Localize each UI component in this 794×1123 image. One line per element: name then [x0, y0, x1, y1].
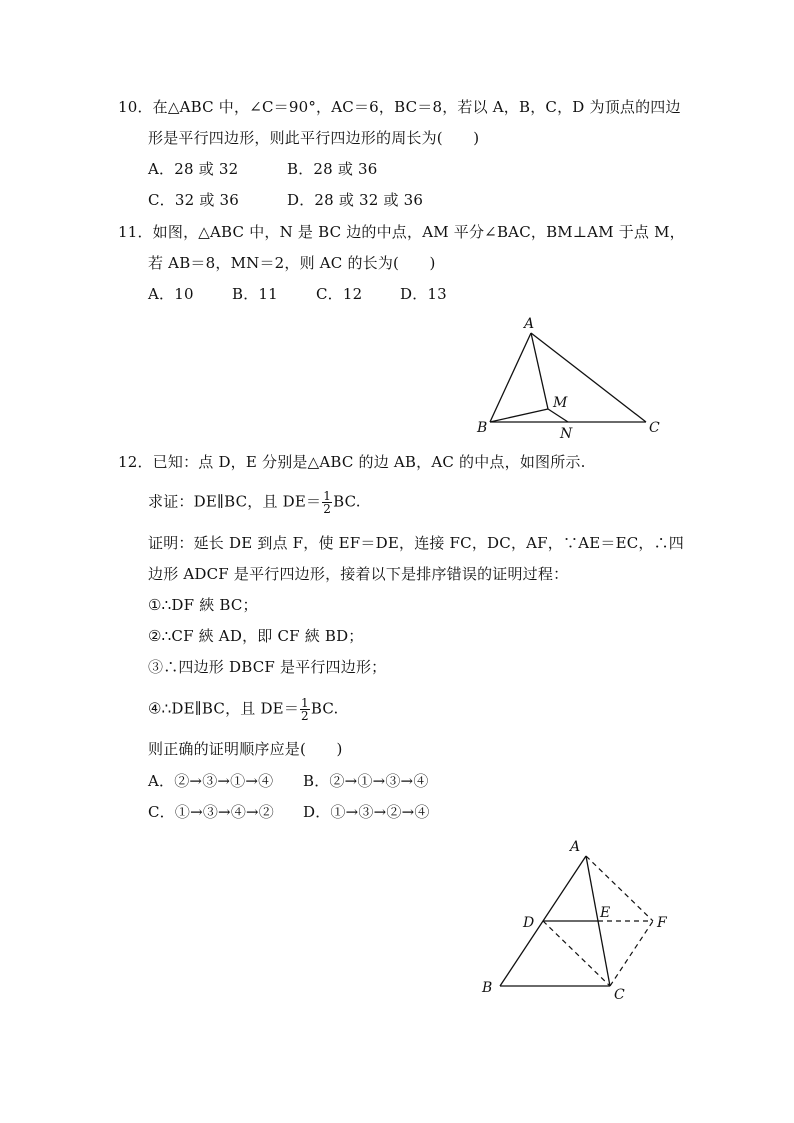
- q12-segment-dc: [543, 921, 610, 986]
- q11-label-c: C: [649, 420, 660, 436]
- q12-label-f: F: [657, 915, 667, 931]
- q11-option-c: C．12: [316, 285, 363, 303]
- fraction-denominator: 2: [301, 709, 309, 723]
- q11-option-a: A．10: [148, 285, 194, 303]
- q12-step4-prefix: ④∴DE∥BC，且 DE＝: [148, 699, 300, 718]
- q12-step4: [148, 697, 339, 722]
- q12-prove-fraction: [322, 490, 332, 515]
- q10-option-a: A．28 或 32: [148, 160, 239, 178]
- fraction-numerator: 1: [301, 696, 309, 710]
- q12-prove-prefix: 求证：DE∥BC，且 DE＝: [148, 492, 322, 511]
- q11-stem-line2: 若 AB＝8，MN＝2，则 AC 的长为( ): [148, 254, 436, 272]
- q12-step2: ②∴CF 綊 AD，即 CF 綊 BD；: [148, 627, 364, 645]
- q12-label-d: D: [523, 915, 535, 931]
- q12-option-a: A．②→③→①→④: [148, 772, 274, 790]
- q11-option-d: D．13: [400, 285, 447, 303]
- q12-segment-af: [586, 856, 653, 921]
- q11-stem-line1: 11．如图，△ABC 中，N 是 BC 边的中点，AM 平分∠BAC，BM⊥AM 于点 M，: [118, 223, 685, 241]
- fraction-numerator: 1: [323, 489, 332, 503]
- q12-step3: ③∴四边形 DBCF 是平行四边形；: [148, 658, 387, 676]
- q12-step1: ①∴DF 綊 BC；: [148, 596, 258, 614]
- q11-segment-ac: [531, 333, 646, 422]
- q12-option-d: D．①→③→②→④: [303, 803, 430, 821]
- q12-step4-suffix: BC.: [310, 699, 339, 718]
- q10-option-c: C．32 或 36: [148, 191, 239, 209]
- q10-stem-line1: 10．在△ABC 中，∠C＝90°，AC＝6，BC＝8，若以 A，B，C，D 为顶点的四边: [118, 98, 681, 116]
- q12-option-b: B．②→①→③→④: [303, 772, 429, 790]
- fraction-denominator: 2: [323, 502, 332, 516]
- q12-prove-statement: [148, 490, 361, 515]
- q11-segment-mn: [548, 409, 568, 422]
- q12-step4-fraction: [300, 697, 310, 722]
- q12-proof-line1: 证明：延长 DE 到点 F，使 EF＝DE，连接 FC，DC，AF，∵AE＝EC，∴四: [148, 534, 684, 552]
- q11-segment-am: [531, 333, 548, 409]
- q12-prove-suffix: BC.: [333, 492, 361, 511]
- q11-label-m: M: [553, 395, 568, 411]
- q10-option-b: B．28 或 36: [287, 160, 378, 178]
- q11-label-n: N: [560, 426, 573, 442]
- q11-label-a: A: [524, 316, 535, 332]
- q11-segment-bm: [490, 409, 548, 422]
- q11-segment-ab: [490, 333, 531, 422]
- q12-label-a: A: [570, 839, 581, 855]
- q12-question: 则正确的证明顺序应是( ): [148, 740, 343, 758]
- q12-option-c: C．①→③→④→②: [148, 803, 274, 821]
- q12-stem: 12．已知：点 D，E 分别是△ABC 的边 AB，AC 的中点，如图所示.: [118, 453, 586, 471]
- q10-stem-line2: 形是平行四边形，则此平行四边形的周长为( ): [148, 129, 480, 147]
- q12-segment-ac: [586, 856, 610, 986]
- q12-label-c: C: [614, 987, 625, 1003]
- q10-option-d: D．28 或 32 或 36: [287, 191, 424, 209]
- q12-segment-cf: [610, 921, 653, 986]
- q11-label-b: B: [477, 420, 488, 436]
- q12-segment-ab: [500, 856, 586, 986]
- q12-label-b: B: [482, 980, 493, 996]
- q11-option-b: B．11: [232, 285, 278, 303]
- q12-label-e: E: [600, 905, 611, 921]
- q12-proof-line2: 边形 ADCF 是平行四边形，接着以下是排序错误的证明过程：: [148, 565, 569, 583]
